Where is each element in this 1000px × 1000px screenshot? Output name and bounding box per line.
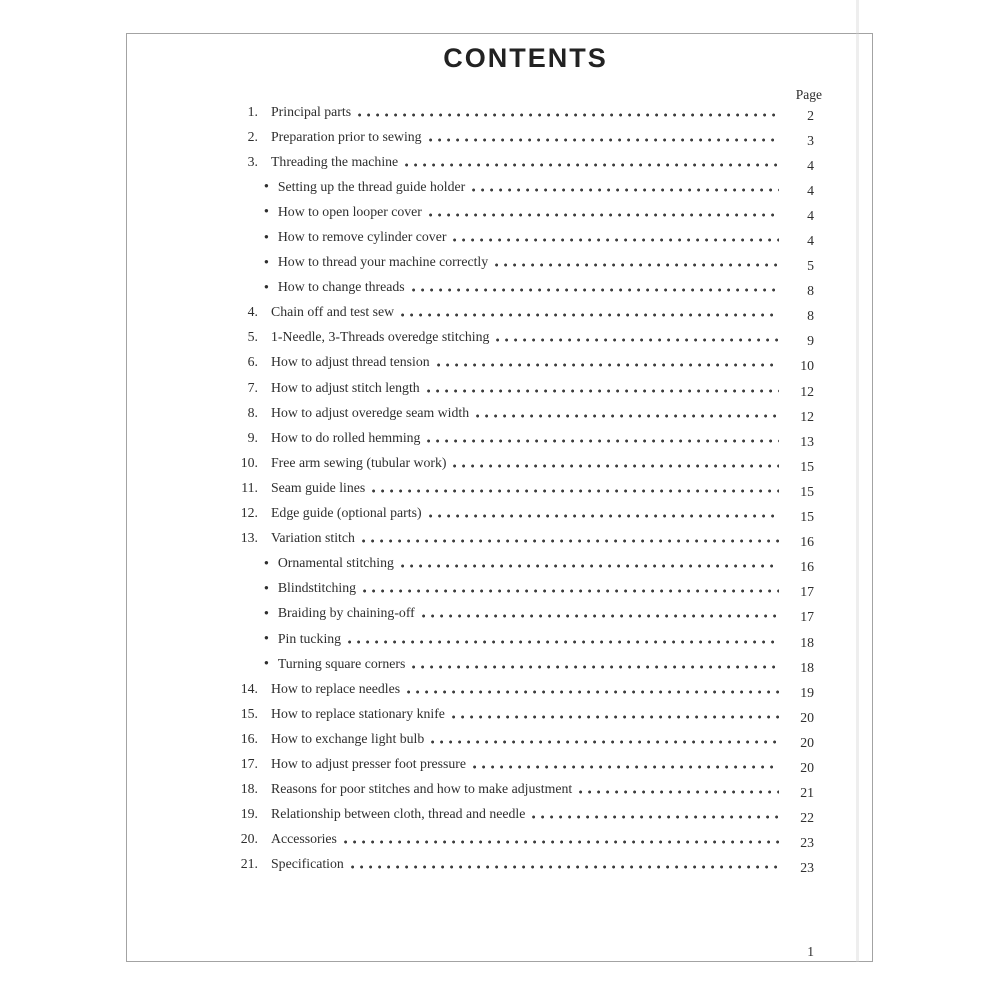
toc-entry-page: 13 [800, 433, 814, 449]
bullet-icon: ● [264, 231, 269, 241]
toc-entry-page: 21 [800, 785, 814, 801]
toc-entry-number: 21. [240, 856, 258, 872]
toc-entry [234, 149, 814, 174]
bullet-icon: ● [264, 281, 269, 291]
dot-leader [401, 308, 779, 322]
toc-entry [234, 350, 814, 375]
toc-entry [234, 501, 814, 526]
page-title: CONTENTS [443, 43, 608, 73]
toc-entry [234, 99, 814, 124]
toc-entry-page: 16 [800, 534, 814, 550]
toc-entry [234, 325, 814, 350]
toc-entry-label: Pin tucking [277, 630, 342, 646]
dot-leader [362, 534, 779, 548]
dot-leader [412, 660, 779, 674]
toc-entry [234, 300, 814, 325]
toc-entry-page: 23 [800, 860, 814, 876]
toc-entry-label: Variation stitch [271, 530, 355, 546]
toc-entry-page: 15 [800, 483, 814, 499]
dot-leader [429, 133, 779, 147]
toc-entry-number: 18. [240, 781, 258, 797]
toc-entry-label: Threading the machine [271, 153, 399, 169]
toc-entry-number: 2. [247, 128, 258, 144]
toc-entry-number: 1. [247, 103, 258, 119]
bullet-icon: ● [264, 658, 269, 668]
toc-entry-label: Seam guide lines [271, 479, 366, 495]
dot-leader [472, 183, 779, 197]
toc-entry-page: 8 [807, 283, 814, 299]
dot-leader [412, 283, 779, 297]
toc-entry-number: 17. [240, 755, 258, 771]
toc-entry-label: How to open looper cover [277, 203, 422, 219]
dot-leader [351, 860, 779, 874]
toc-entry-label: How to remove cylinder cover [277, 229, 447, 245]
dot-leader [495, 258, 779, 272]
toc-entry-label: How to replace needles [271, 680, 401, 696]
toc-entry [234, 701, 814, 726]
toc-entry-page: 18 [800, 659, 814, 675]
toc-entry [234, 827, 814, 852]
toc-entry-page: 19 [800, 684, 814, 700]
toc-list [234, 99, 814, 877]
toc-entry-page: 12 [800, 408, 814, 424]
dot-leader [372, 484, 779, 498]
toc-entry-label: How to change threads [277, 279, 405, 295]
toc-entry [234, 802, 814, 827]
toc-entry-label: Preparation prior to sewing [271, 128, 422, 144]
toc-entry [234, 250, 814, 275]
toc-entry-page: 4 [807, 207, 814, 223]
toc-entry-label: Relationship between cloth, thread and needle [271, 806, 526, 822]
bullet-icon: ● [264, 633, 269, 643]
toc-entry-number: 20. [240, 831, 258, 847]
toc-entry-number: 14. [240, 680, 258, 696]
bullet-icon: ● [264, 181, 269, 191]
toc-entry-page: 15 [800, 458, 814, 474]
dot-leader [429, 509, 779, 523]
dot-leader [429, 208, 779, 222]
toc-entry [234, 475, 814, 500]
toc-entry [234, 576, 814, 601]
toc-entry [234, 124, 814, 149]
toc-entry [234, 224, 814, 249]
toc-entry-page: 12 [800, 383, 814, 399]
bullet-icon: ● [264, 607, 269, 617]
dot-leader [407, 685, 779, 699]
toc-entry [234, 676, 814, 701]
toc-entry [234, 199, 814, 224]
toc-entry-number: 15. [240, 705, 258, 721]
dot-leader [344, 835, 779, 849]
toc-entry [234, 526, 814, 551]
toc-entry-label: Ornamental stitching [277, 555, 394, 571]
toc-entry [234, 275, 814, 300]
toc-entry-number: 6. [247, 354, 258, 370]
toc-entry-page: 4 [807, 157, 814, 173]
toc-entry [234, 551, 814, 576]
toc-entry-label: How to adjust thread tension [271, 354, 430, 370]
toc-entry [234, 626, 814, 651]
toc-entry-label: How to thread your machine correctly [277, 254, 489, 270]
footer-page-number: 1 [807, 944, 814, 959]
dot-leader [401, 559, 779, 573]
toc-entry [234, 425, 814, 450]
toc-entry-page: 9 [807, 333, 814, 349]
toc-entry-page: 20 [800, 709, 814, 725]
dot-leader [579, 785, 779, 799]
toc-entry-label: How to adjust stitch length [271, 379, 420, 395]
toc-entry [234, 651, 814, 676]
dot-leader [452, 710, 779, 724]
toc-entry-number: 5. [247, 329, 258, 345]
toc-entry-page: 17 [800, 609, 814, 625]
toc-entry-number: 10. [240, 454, 258, 470]
toc-entry-label: How to do rolled hemming [271, 429, 421, 445]
bullet-icon: ● [264, 557, 269, 567]
toc-entry-label: Principal parts [271, 103, 352, 119]
toc-entry-label: How to adjust presser foot pressure [271, 755, 467, 771]
bullet-icon: ● [264, 582, 269, 592]
toc-entry-label: Chain off and test sew [271, 304, 395, 320]
dot-leader [427, 434, 779, 448]
toc-entry-number: 4. [247, 304, 258, 320]
dot-leader [405, 158, 779, 172]
toc-entry [234, 726, 814, 751]
toc-entry-page: 3 [807, 132, 814, 148]
toc-entry-label: How to exchange light bulb [271, 730, 425, 746]
toc-entry [234, 174, 814, 199]
toc-entry-label: How to adjust overedge seam width [271, 404, 470, 420]
toc-entry-page: 8 [807, 308, 814, 324]
toc-entry [234, 400, 814, 425]
dot-leader [431, 735, 779, 749]
toc-entry-page: 5 [807, 258, 814, 274]
toc-entry-number: 16. [240, 730, 258, 746]
toc-entry [234, 450, 814, 475]
toc-entry-label: Blindstitching [277, 580, 357, 596]
toc-entry-page: 22 [800, 810, 814, 826]
toc-entry-page: 2 [807, 107, 814, 123]
toc-entry-page: 20 [800, 759, 814, 775]
bullet-icon: ● [264, 206, 269, 216]
dot-leader [532, 810, 779, 824]
dot-leader [358, 108, 779, 122]
toc-entry-label: Edge guide (optional parts) [271, 505, 422, 521]
document-page [126, 33, 873, 962]
dot-leader [453, 233, 779, 247]
toc-entry [234, 777, 814, 802]
toc-entry-label: Specification [271, 856, 344, 872]
toc-entry-label: Free arm sewing (tubular work) [271, 454, 447, 470]
dot-leader [437, 358, 779, 372]
toc-entry-page: 15 [800, 509, 814, 525]
toc-entry-page: 23 [800, 835, 814, 851]
dot-leader [476, 409, 779, 423]
toc-entry [234, 852, 814, 877]
toc-entry-label: Reasons for poor stitches and how to make adjustment [271, 781, 573, 797]
page-column-header: Page [795, 87, 822, 102]
toc-entry-number: 3. [247, 153, 258, 169]
bullet-icon: ● [264, 256, 269, 266]
toc-entry-label: Accessories [271, 831, 337, 847]
toc-entry [234, 375, 814, 400]
toc-entry-number: 8. [247, 404, 258, 420]
toc-entry [234, 751, 814, 776]
toc-entry-number: 7. [247, 379, 258, 395]
scan-edge-line [856, 0, 859, 962]
dot-leader [496, 333, 779, 347]
dot-leader [363, 584, 779, 598]
toc-entry-page: 4 [807, 182, 814, 198]
toc-entry-label: 1-Needle, 3-Threads overedge stitching [271, 329, 490, 345]
toc-entry-number: 11. [241, 479, 258, 495]
dot-leader [422, 609, 779, 623]
toc-entry-number: 12. [240, 505, 258, 521]
toc-entry-number: 9. [247, 429, 258, 445]
toc-entry-page: 4 [807, 233, 814, 249]
toc-entry-page: 20 [800, 734, 814, 750]
dot-leader [453, 459, 779, 473]
toc-entry-label: Turning square corners [277, 655, 406, 671]
toc-entry-label: Braiding by chaining-off [277, 605, 415, 621]
toc-entry-page: 10 [800, 358, 814, 374]
dot-leader [348, 635, 779, 649]
toc-entry-number: 19. [240, 806, 258, 822]
toc-entry [234, 601, 814, 626]
toc-entry-page: 17 [800, 584, 814, 600]
dot-leader [427, 384, 779, 398]
toc-entry-label: How to replace stationary knife [271, 705, 445, 721]
toc-entry-number: 13. [240, 530, 258, 546]
toc-entry-page: 16 [800, 559, 814, 575]
toc-entry-label: Setting up the thread guide holder [277, 178, 466, 194]
toc-entry-page: 18 [800, 634, 814, 650]
dot-leader [473, 760, 779, 774]
